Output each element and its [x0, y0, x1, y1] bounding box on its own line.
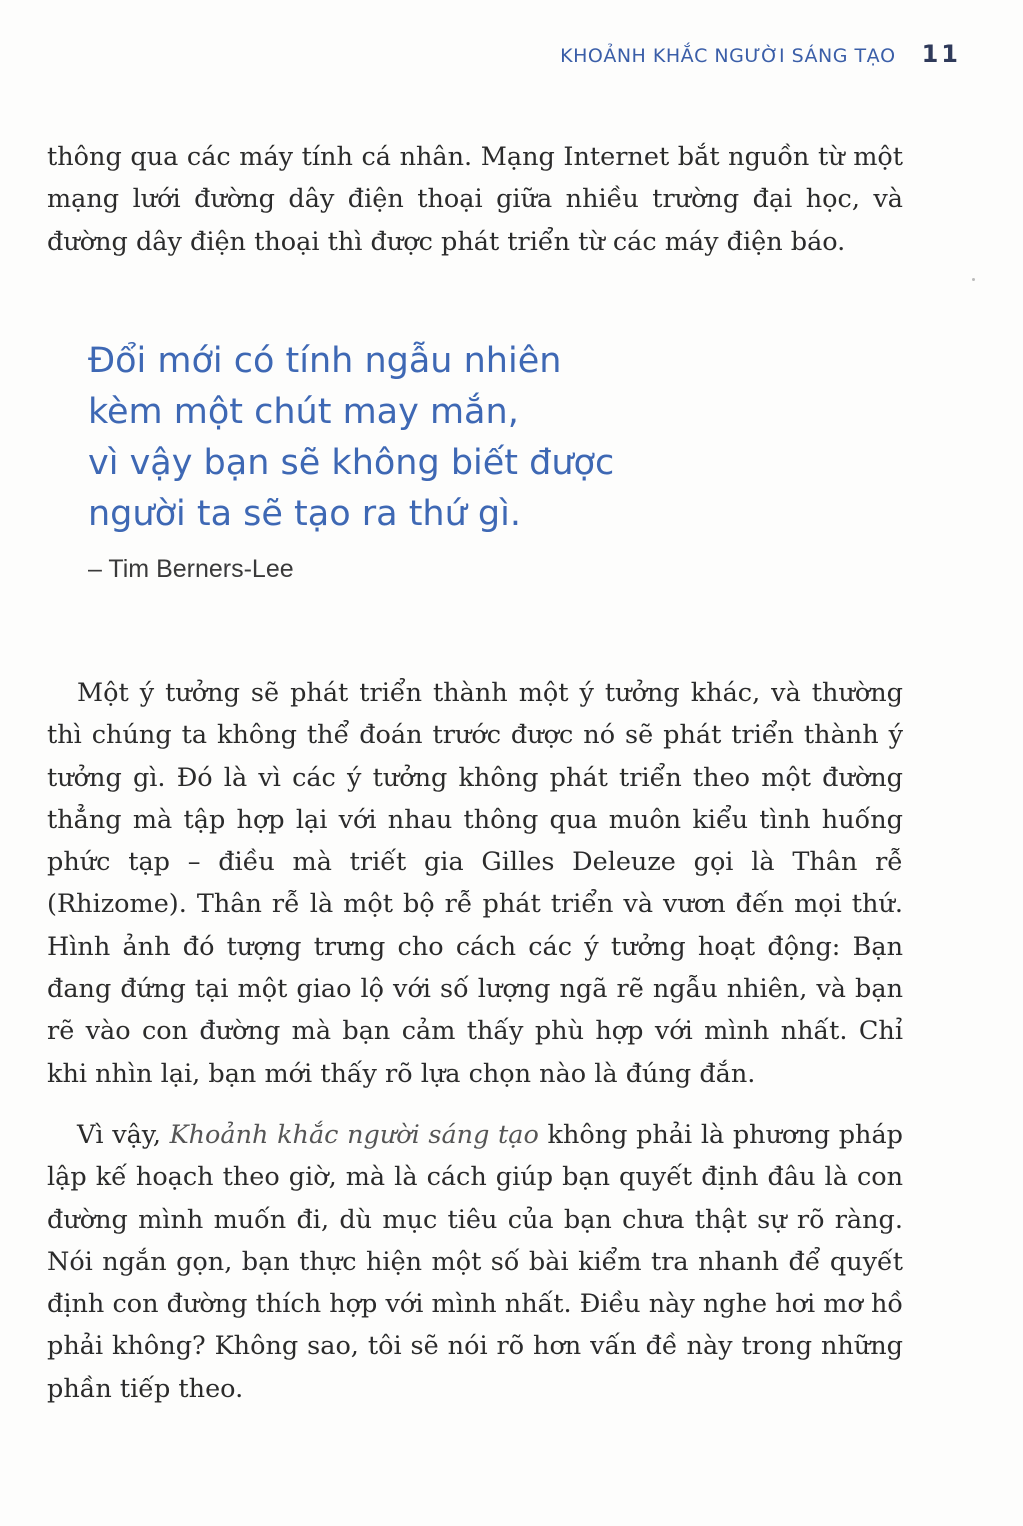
book-title-italic: Khoảnh khắc người sáng tạo [169, 1120, 539, 1150]
paragraph-creative-moment [47, 1114, 903, 1410]
running-title: KHOẢNH KHẮC NGƯỜI SÁNG TẠO [560, 45, 896, 67]
paragraph-rest: không phải là phương pháp lập kế hoạch theo giờ, mà là cách giúp bạn quyết định đâu là con đường mình muốn đi, dù mục tiêu của bạn chưa thật sự rõ ràng. Nói ngắn gọn, bạn thực hiện một số bài kiểm tra nhanh để quyết định con đường thích hợp với mình nhất. Điều này nghe hơi mơ hồ phải không? Không sao, tôi sẽ nói rõ hơn vấn đề này trong những phần tiếp theo. [47, 1120, 903, 1404]
paragraph-continued: thông qua các máy tính cá nhân. Mạng Internet bắt nguồn từ một mạng lưới đường dây điện thoại giữa nhiều trường đại học, và đường dây điện thoại thì được phát triển từ các máy điện báo. [47, 142, 903, 257]
quote-line: người ta sẽ tạo ra thứ gì. [88, 494, 521, 534]
quote-attribution: – Tim Berners-Lee [88, 555, 294, 583]
quote-line: vì vậy bạn sẽ không biết được [88, 443, 615, 483]
pull-quote [88, 336, 728, 540]
paragraph-rhizome: Một ý tưởng sẽ phát triển thành một ý tưởng khác, và thường thì chúng ta không thể đoán trước được nó sẽ phát triển thành ý tưởng gì. Đó là vì các ý tưởng không phát triển theo một đường thẳng mà tập hợp lại với nhau thông qua muôn kiểu tình huống phức tạp – điều mà triết gia Gilles Deleuze gọi là Thân rễ (Rhizome). Thân rễ là một bộ rễ phát triển và vươn đến mọi thứ. Hình ảnh đó tượng trưng cho cách các ý tưởng hoạt động: Bạn đang đứng tại một giao lộ với số lượng ngã rẽ ngẫu nhiên, và bạn rẽ vào con đường mà bạn cảm thấy phù hợp với mình nhất. Chỉ khi nhìn lại, bạn mới thấy rõ lựa chọn nào là đúng đắn. [47, 678, 903, 1089]
running-header [560, 40, 961, 68]
paragraph-lead: Vì vậy, [77, 1120, 170, 1150]
quote-line: kèm một chút may mắn, [88, 392, 519, 432]
page-number: 11 [921, 40, 961, 68]
scan-speck [972, 278, 975, 281]
quote-line: Đổi mới có tính ngẫu nhiên [88, 341, 562, 381]
